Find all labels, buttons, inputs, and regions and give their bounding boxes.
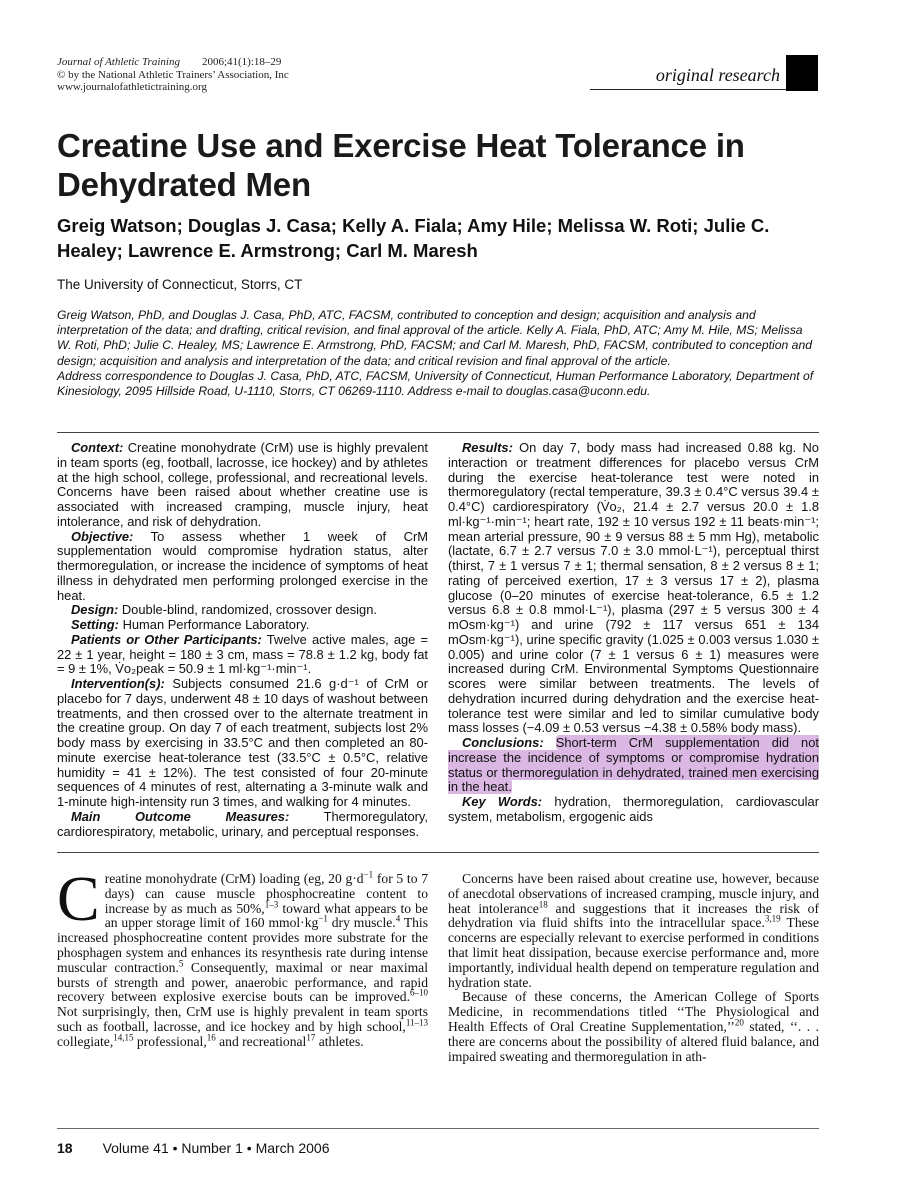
- body-text: reatine monohydrate (CrM) loading (eg, 20 g·d: [104, 871, 364, 886]
- citation-ref: 6–10: [410, 987, 428, 998]
- body-text: These concerns are especially relevant to exercise performed in conditions that limit heat dissipation, because exercise performance and, more importantly, individual health depend on temperature regulation and hydration state.: [448, 915, 819, 990]
- page-footer: [57, 1140, 330, 1156]
- body-paragraph: [448, 872, 819, 990]
- abstract-label: Intervention(s):: [71, 676, 165, 691]
- abstract-text: Twelve active males, age = 22 ± 1 year, height = 180 ± 3 cm, mass = 78.8 ± 1.2 kg, body fat = 9 ± 1%, V̇o₂peak = 50.9 ± 1 ml·kg⁻¹·min⁻¹.: [57, 631, 428, 677]
- body-text: professional,: [133, 1033, 207, 1049]
- abstract-section: [57, 530, 428, 604]
- abstract-text: Thermoregulatory, cardiorespiratory, metabolic, urinary, and perceptual responses.: [57, 808, 428, 839]
- body-left-column: [57, 863, 428, 1050]
- abstract-text: To assess whether 1 week of CrM supplementation would compromise hydration status, alter thermoregulation, or increase the incidence of symptoms of heat illness in dehydrated men performing prolonged exercise in the heat.: [57, 528, 428, 603]
- abstract-text: Creatine monohydrate (CrM) use is highly prevalent in team sports (eg, football, lacrosse, ice hockey) and by athletes at the high school, college, professional, and recreational levels. Concerns have been raised about whether creatine use is associated with increased cramping, muscle injury, heat intolerance, and risk of dehydration.: [57, 440, 428, 529]
- abstract-label: Design:: [71, 602, 119, 618]
- author-list: Greig Watson; Douglas J. Casa; Kelly A. Fiala; Amy Hile; Melissa W. Roti; Julie C. Healey; Lawrence E. Armstrong; Carl M. Maresh: [57, 215, 770, 261]
- abstract-label: Setting:: [71, 617, 119, 632]
- abstract-section: [57, 441, 428, 530]
- abstract-right-column: [448, 441, 819, 825]
- body-text: Not surprisingly, then, CrM use is highly prevalent in team sports such as football, lacrosse, and ice hockey and by high school,: [57, 1004, 428, 1034]
- author-notes: [57, 308, 819, 399]
- abstract-section: [57, 810, 428, 840]
- body-paragraph: [448, 990, 819, 1064]
- abstract-label: Conclusions:: [462, 735, 544, 750]
- body-text: stated, ‘‘. . . there are concerns about the possibility of altered fluid balance, and impaired sweating and thermoregulation in ath-: [448, 1018, 819, 1064]
- abstract-label: Patients or Other Participants:: [71, 631, 262, 647]
- citation-ref: 18: [538, 899, 548, 910]
- abstract-text: hydration, thermoregulation, cardiovascular system, metabolism, ergogenic aids: [448, 794, 819, 824]
- abstract-text: Double-blind, randomized, crossover design.: [121, 602, 377, 618]
- body-text: Concerns have been raised about creatine use, however, because of anecdotal observations of increased cramping, muscle injury, and heat intolerance: [448, 871, 819, 916]
- abstract-section: [448, 795, 819, 825]
- abstract-section: [448, 441, 819, 736]
- citation-ref: 11–13: [405, 1017, 428, 1028]
- citation-ref: 17: [306, 1032, 316, 1043]
- citation-ref: −1: [318, 913, 328, 924]
- abstract-section: [57, 603, 428, 618]
- body-text: Because of these concerns, the American College of Sports Medicine, in recommendations titled ‘‘The Physiological and Health Effects of Oral Creatine Supplementation,’’: [448, 989, 819, 1034]
- contributions: Greig Watson, PhD, and Douglas J. Casa, PhD, ATC, FACSM, contributed to conception and design; acquisition and analysis and interpretation of the data; and drafting, critical revision, and final approval of the article. Kelly A. Fiala, PhD, ATC; Amy M. Hile, MS; Melissa W. Roti, PhD; Julie C. Healey, MS; Lawrence E. Armstrong, PhD, FACSM; and Carl M. Maresh, PhD, FACSM, contributed to conception and design; acquisition and analysis and interpretation of the data; and critical revision and final approval of the article.: [57, 308, 812, 368]
- abstract-section: [57, 618, 428, 633]
- body-text: This increased phosphocreatine content provides more substrate for the phosphagen system and enhances its resynthesis rate during intense muscular contraction.: [57, 915, 428, 975]
- body-text: for 5 to 7 days) can cause muscle phosphocreatine content to increase by as much as 50%,: [104, 871, 428, 916]
- citation-ref: 16: [206, 1032, 216, 1043]
- issue-info: Volume 41 • Number 1 • March 2006: [102, 1140, 330, 1156]
- correspondence-address: Address correspondence to Douglas J. Casa, PhD, ATC, FACSM, University of Connecticut, Human Performance Laboratory, Department of Kinesiology, 2095 Hillside Road, U-1110, Storrs, CT 06269-1110. Address e-mail to douglas.casa@uconn.edu.: [57, 368, 814, 399]
- section-name: original research: [655, 65, 780, 85]
- page-number: 18: [57, 1140, 73, 1156]
- body-right-column: [448, 872, 819, 1064]
- citation-ref: 1–3: [264, 899, 279, 910]
- citation: 2006;41(1):18–29: [201, 56, 282, 68]
- section-label: [590, 55, 818, 90]
- body-text: Consequently, maximal or near maximal bursts of strength and power, anaerobic performance, and rapid recovery between explosive exercise bouts can be improved.: [57, 959, 428, 1005]
- citation-ref: −1: [363, 869, 374, 880]
- body-text: collegiate,: [57, 1033, 114, 1049]
- citation-ref: 3,19: [764, 913, 781, 924]
- abstract-text: Human Performance Laboratory.: [122, 617, 310, 632]
- abstract-text: Subjects consumed 21.6 g·d⁻¹ of CrM or placebo for 7 days, underwent 48 ± 10 days of washout between treatments, and then crossed over to the alternate treatment in the creatine group. On day 7 of each treatment, subjects lost 2% body mass by exercising in 33.5°C and then completed an 80-minute exercise heat-tolerance test (33.5°C ± 0.5°C, relative humidity = 41 ± 12%). The test consisted of four 20-minute sequences of 4 minutes of rest, alternating a 3-minute walk and 1-minute high-intensity run 3 times, and walking for 4 minutes.: [57, 676, 428, 809]
- abstract-top-rule: [57, 432, 819, 433]
- citation-ref: 20: [734, 1017, 744, 1028]
- citation-ref: 5: [178, 958, 184, 969]
- citation-ref: 14,15: [113, 1032, 134, 1043]
- footer-rule: [57, 1128, 819, 1129]
- body-text: and suggestions that it increases the risk of dehydration via fluid shifts into the intracellular space.: [448, 900, 819, 931]
- journal-website[interactable]: www.journalofathletictraining.org: [57, 81, 207, 93]
- abstract-section: [57, 677, 428, 810]
- drop-cap: C: [57, 863, 100, 934]
- article-title: Creatine Use and Exercise Heat Tolerance in Dehydrated Men: [57, 127, 745, 203]
- journal-name: Journal of Athletic Training: [57, 56, 180, 68]
- body-text: toward what appears to be an upper storage limit of 160 mmol·kg: [104, 900, 428, 931]
- abstract-label: Results:: [462, 440, 513, 455]
- section-block-decoration: [786, 55, 818, 91]
- abstract-label: Objective:: [71, 528, 134, 544]
- body-text: dry muscle.: [327, 915, 396, 931]
- abstract-label: Context:: [71, 440, 124, 455]
- abstract-section: [57, 633, 428, 677]
- citation-ref: 4: [395, 913, 401, 924]
- abstract-section: [448, 736, 819, 795]
- abstract-label: Main Outcome Measures:: [71, 808, 290, 824]
- abstract-bottom-rule: [57, 852, 819, 853]
- abstract-left-column: [57, 441, 428, 839]
- body-paragraph: [57, 863, 428, 1050]
- copyright: © by the National Athletic Trainers’ Association, Inc: [57, 68, 289, 81]
- journal-header: [57, 56, 289, 94]
- affiliation: The University of Connecticut, Storrs, CT: [57, 277, 303, 292]
- body-text: athletes.: [315, 1033, 364, 1049]
- abstract-text: Short-term CrM supplementation did not increase the incidence of symptoms or compromise hydration status or thermoregulation in dehydrated, trained men exercising in the heat.: [448, 735, 819, 795]
- abstract-text: On day 7, body mass had increased 0.88 kg. No interaction or treatment differences for placebo versus CrM during the exercise heat-tolerance test were noted in thermoregulatory (rectal temperature, 39.3 ± 0.4°C versus 39.4 ± 0.4°C) cardiorespiratory (V̇o₂, 21.4 ± 2.7 versus 20.0 ± 1.8 ml·kg⁻¹·min⁻¹; heart rate, 192 ± 10 versus 192 ± 11 beats·min⁻¹; mean arterial pressure, 90 ± 9 versus 88 ± 5 mm Hg), metabolic (lactate, 6.7 ± 2.7 versus 7.0 ± 3.0 mmol·L⁻¹), perceptual thirst (thirst, 7 ± 1 versus 7 ± 1; thermal sensation, 8 ± 2 versus 8 ± 1; rating of perceived exertion, 17 ± 3 versus 17 ± 2), plasma glucose (0–20 minutes of exercise heat-tolerance, 6.5 ± 1.2 versus 6.8 ± 0.8 mmol·L⁻¹), plasma (297 ± 5 versus 300 ± 4 mOsm·kg⁻¹) and urine (792 ± 117 versus 651 ± 134 mOsm·kg⁻¹), urine specific gravity (1.025 ± 0.003 versus 1.030 ± 0.005) and urine color (7 ± 1 versus 6 ± 1) measures were increased during CrM. Environmental Symptoms Questionnaire scores were similar between treatments. The levels of dehydration incurred during dehydration and the exercise heat-tolerance test were similar and led to similar cumulative body mass losses (−4.09 ± 0.53 versus −4.38 ± 0.58% body mass).: [448, 440, 819, 736]
- body-text: and recreational: [215, 1033, 307, 1049]
- abstract-label: Key Words:: [462, 794, 543, 809]
